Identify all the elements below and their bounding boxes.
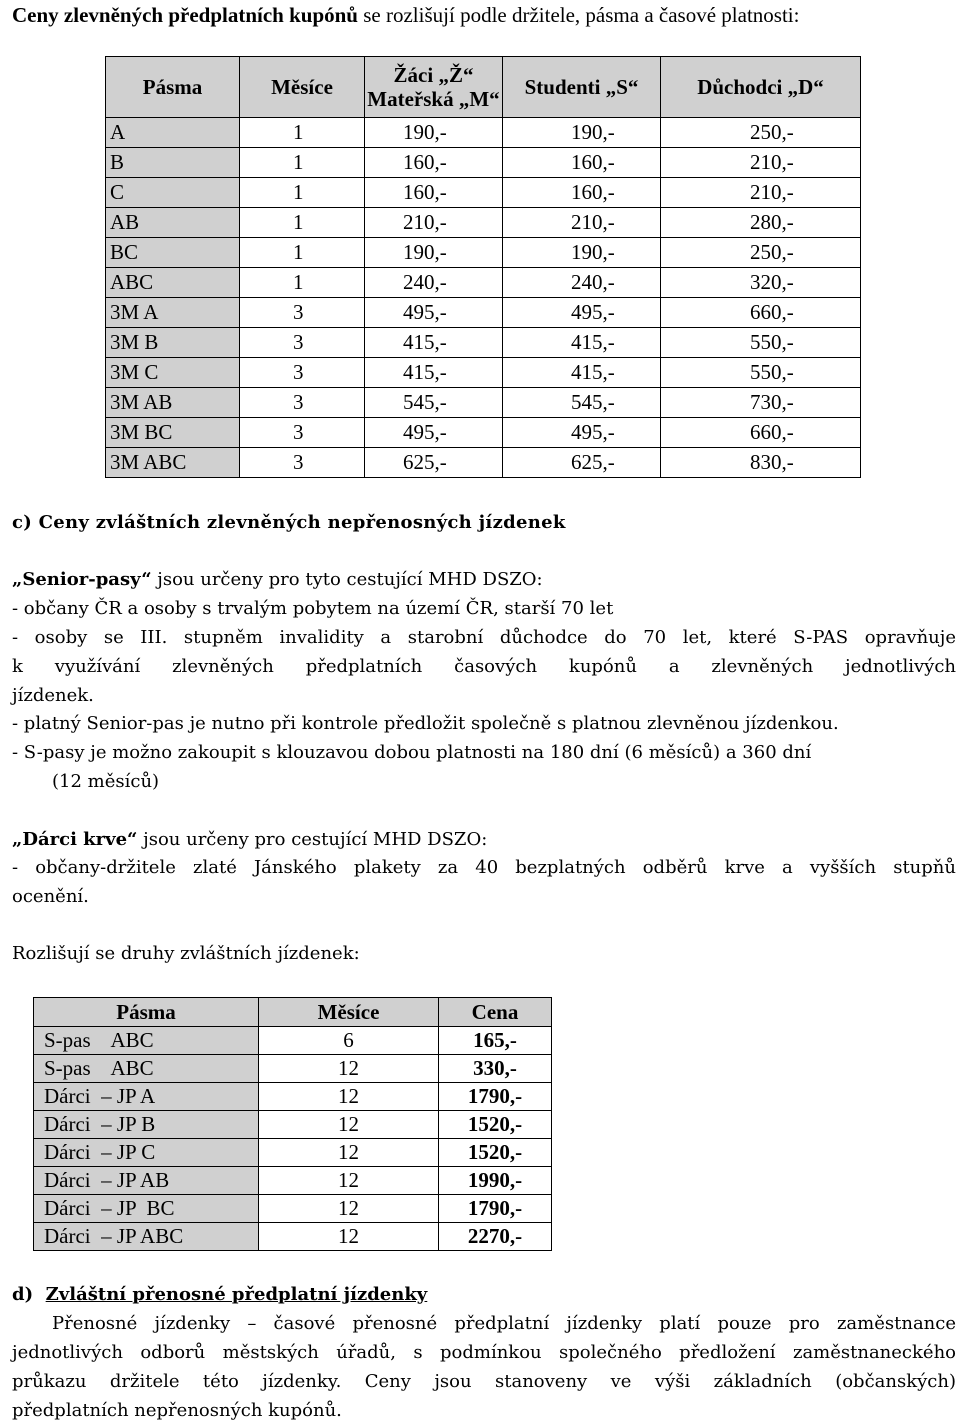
cell-pasma: A [106, 118, 240, 148]
header-mesice: Měsíce [240, 57, 365, 118]
cell-cena: 1990,- [439, 1167, 552, 1195]
cell-duchodci: 730,- [661, 388, 861, 418]
heading-bold: Ceny zlevněných předplatních kupónů [12, 3, 358, 27]
table-row [106, 178, 861, 208]
cell-pasma: Dárci – JP C [34, 1139, 259, 1167]
cell-duchodci: 830,- [661, 448, 861, 478]
header-pasma: Pásma [34, 998, 259, 1027]
cell-zaci: 210,- [365, 208, 503, 238]
cell-mesice: 1 [240, 268, 365, 298]
cell-mesice: 1 [240, 178, 365, 208]
cell-pasma: 3M ABC [106, 448, 240, 478]
cell-cena: 1790,- [439, 1195, 552, 1223]
cell-studenti: 190,- [503, 238, 661, 268]
cell-mesice: 12 [259, 1111, 439, 1139]
header-duchodci: Důchodci „D“ [661, 57, 861, 118]
cell-studenti: 160,- [503, 148, 661, 178]
darci-intro [12, 828, 487, 852]
cell-duchodci: 660,- [661, 298, 861, 328]
senior-line: - občany ČR a osoby s trvalým pobytem na území ČR, starší 70 let [12, 598, 614, 619]
cell-duchodci: 660,- [661, 418, 861, 448]
cell-studenti: 495,- [503, 298, 661, 328]
section-d-line: Přenosné jízdenky – časové přenosné předplatní jízdenky platí pouze pro zaměstnance [52, 1313, 956, 1334]
cell-zaci: 625,- [365, 448, 503, 478]
cell-cena: 330,- [439, 1055, 552, 1083]
cell-pasma: ABC [106, 268, 240, 298]
darci-intro-rest: jsou určeny pro cestující MHD DSZO: [137, 829, 488, 850]
cell-cena: 2270,- [439, 1223, 552, 1251]
cell-zaci: 160,- [365, 178, 503, 208]
cell-zaci: 160,- [365, 148, 503, 178]
cell-mesice: 1 [240, 208, 365, 238]
cell-duchodci: 320,- [661, 268, 861, 298]
cell-zaci: 495,- [365, 298, 503, 328]
header-studenti: Studenti „S“ [503, 57, 661, 118]
cell-mesice: 6 [259, 1027, 439, 1055]
coupon-price-table [105, 56, 861, 478]
types-intro: Rozlišují se druhy zvláštních jízdenek: [12, 943, 360, 964]
cell-zaci: 495,- [365, 418, 503, 448]
senior-line: k využívání zlevněných předplatních časových kupónů a zlevněných jednotlivých [12, 656, 956, 677]
cell-mesice: 12 [259, 1055, 439, 1083]
table-row [106, 268, 861, 298]
cell-mesice: 1 [240, 238, 365, 268]
cell-zaci: 190,- [365, 118, 503, 148]
cell-zaci: 190,- [365, 238, 503, 268]
cell-studenti: 625,- [503, 448, 661, 478]
table-row [106, 208, 861, 238]
table-header-row [106, 57, 861, 118]
cell-pasma: 3M A [106, 298, 240, 328]
section-c-title: c) Ceny zvláštních zlevněných nepřenosných jízdenek [12, 512, 566, 533]
header-cena: Cena [439, 998, 552, 1027]
cell-mesice: 12 [259, 1223, 439, 1251]
cell-zaci: 415,- [365, 328, 503, 358]
section-d-title-text: Zvláštní přenosné předplatní jízdenky [45, 1284, 428, 1305]
cell-pasma: Dárci – JP A [34, 1083, 259, 1111]
cell-zaci: 240,- [365, 268, 503, 298]
cell-mesice: 12 [259, 1167, 439, 1195]
table-row [34, 1167, 552, 1195]
cell-pasma: S-pas ABC [34, 1027, 259, 1055]
cell-studenti: 190,- [503, 118, 661, 148]
heading-rest: se rozlišují podle držitele, pásma a časové platnosti: [358, 3, 800, 27]
darci-label: „Dárci krve“ [12, 829, 138, 850]
table-row [34, 1139, 552, 1167]
section-d-prefix: d) [12, 1284, 46, 1305]
cell-studenti: 210,- [503, 208, 661, 238]
table-row [106, 148, 861, 178]
darci-line: - občany-držitele zlaté Jánského plakety za 40 bezplatných odběrů krve a vyšších stupňů [12, 857, 956, 878]
cell-mesice: 3 [240, 418, 365, 448]
cell-pasma: Dárci – JP AB [34, 1167, 259, 1195]
page-heading [12, 3, 799, 27]
senior-label: „Senior-pasy“ [12, 569, 152, 590]
senior-line: - platný Senior-pas je nutno při kontrole předložit společně s platnou zlevněnou jízdenkou. [12, 713, 839, 734]
cell-zaci: 415,- [365, 358, 503, 388]
table-row [106, 118, 861, 148]
cell-cena: 1520,- [439, 1139, 552, 1167]
section-d-title [12, 1283, 427, 1307]
header-pasma: Pásma [106, 57, 240, 118]
cell-cena: 1790,- [439, 1083, 552, 1111]
cell-mesice: 3 [240, 388, 365, 418]
cell-studenti: 240,- [503, 268, 661, 298]
table-row [106, 358, 861, 388]
table-row [106, 388, 861, 418]
cell-pasma: Dárci – JP BC [34, 1195, 259, 1223]
table-row [106, 328, 861, 358]
cell-studenti: 415,- [503, 328, 661, 358]
cell-studenti: 495,- [503, 418, 661, 448]
cell-pasma: Dárci – JP ABC [34, 1223, 259, 1251]
table-row [34, 1195, 552, 1223]
cell-duchodci: 280,- [661, 208, 861, 238]
cell-pasma: 3M AB [106, 388, 240, 418]
cell-pasma: C [106, 178, 240, 208]
cell-mesice: 12 [259, 1083, 439, 1111]
table-row [34, 1111, 552, 1139]
table-row [106, 298, 861, 328]
header-zaci-line2: Mateřská „M“ [367, 87, 500, 111]
cell-duchodci: 550,- [661, 328, 861, 358]
darci-line: ocenění. [12, 886, 89, 907]
cell-pasma: 3M BC [106, 418, 240, 448]
cell-duchodci: 210,- [661, 148, 861, 178]
cell-studenti: 160,- [503, 178, 661, 208]
cell-duchodci: 250,- [661, 118, 861, 148]
cell-duchodci: 550,- [661, 358, 861, 388]
table-row [34, 1055, 552, 1083]
cell-mesice: 1 [240, 118, 365, 148]
cell-pasma: 3M C [106, 358, 240, 388]
cell-pasma: S-pas ABC [34, 1055, 259, 1083]
cell-mesice: 12 [259, 1139, 439, 1167]
cell-mesice: 1 [240, 148, 365, 178]
senior-intro-rest: jsou určeny pro tyto cestující MHD DSZO: [151, 569, 543, 590]
table-row [106, 448, 861, 478]
cell-studenti: 545,- [503, 388, 661, 418]
header-zaci-line1: Žáci „Ž“ [393, 63, 474, 87]
cell-mesice: 3 [240, 448, 365, 478]
cell-pasma: BC [106, 238, 240, 268]
cell-pasma: AB [106, 208, 240, 238]
table-row [106, 418, 861, 448]
cell-pasma: Dárci – JP B [34, 1111, 259, 1139]
header-mesice: Měsíce [259, 998, 439, 1027]
section-d-line: předplatních nepřenosných kupónů. [12, 1400, 342, 1421]
senior-line: - osoby se III. stupněm invalidity a starobní důchodce do 70 let, které S-PAS opravňuje [12, 627, 956, 648]
cell-zaci: 545,- [365, 388, 503, 418]
table-header-row [34, 998, 552, 1027]
senior-line: jízdenek. [12, 685, 94, 706]
table-row [106, 238, 861, 268]
cell-studenti: 415,- [503, 358, 661, 388]
cell-pasma: 3M B [106, 328, 240, 358]
table-row [34, 1027, 552, 1055]
special-tickets-table [33, 997, 552, 1251]
table-row [34, 1083, 552, 1111]
cell-cena: 165,- [439, 1027, 552, 1055]
section-d-line: jednotlivých odborů městských úřadů, s podmínkou společného předložení zaměstnaneckého [12, 1342, 956, 1363]
cell-mesice: 3 [240, 298, 365, 328]
cell-mesice: 3 [240, 358, 365, 388]
header-zaci [365, 57, 503, 118]
cell-duchodci: 210,- [661, 178, 861, 208]
cell-duchodci: 250,- [661, 238, 861, 268]
table-row [34, 1223, 552, 1251]
senior-intro [12, 568, 543, 592]
cell-mesice: 3 [240, 328, 365, 358]
cell-cena: 1520,- [439, 1111, 552, 1139]
senior-line: (12 měsíců) [52, 771, 160, 792]
senior-line: - S-pasy je možno zakoupit s klouzavou dobou platnosti na 180 dní (6 měsíců) a 360 dní [12, 742, 812, 763]
section-d-line: průkazu držitele této jízdenky. Ceny jsou stanoveny ve výši základních (občanských) [12, 1371, 956, 1392]
cell-mesice: 12 [259, 1195, 439, 1223]
cell-pasma: B [106, 148, 240, 178]
